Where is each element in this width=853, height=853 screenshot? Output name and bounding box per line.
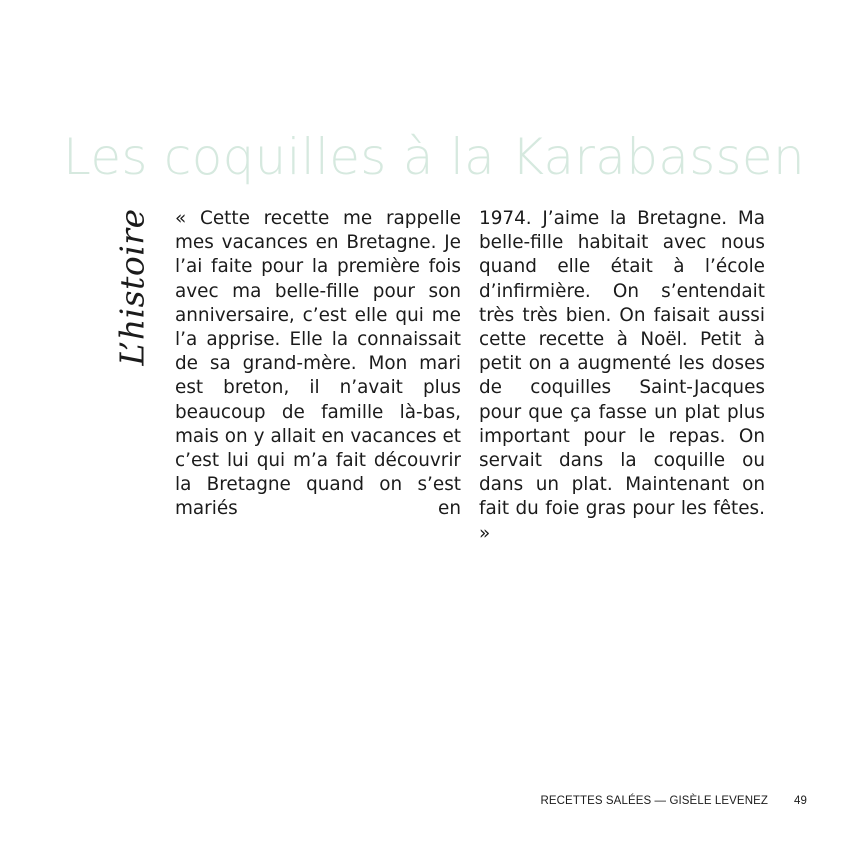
section-label-histoire: L’histoire: [112, 208, 152, 366]
recipe-title: Les coquilles à la Karabassen: [63, 127, 805, 186]
page-footer: [540, 795, 807, 807]
page-number: 49: [794, 795, 807, 807]
story-column-2: 1974. J’aime la Bretagne. Ma belle-fille habitait avec nous quand elle était à l’école d’infirmière. On s’entendait très très bien. On faisait aussi cette recette à Noël. Petit à petit on a augmenté les doses de coquilles Saint-Jacques pour que ça fasse un plat plus important pour le repas. On servait dans la coquille ou dans un plat. Maintenant on fait du foie gras pour les fêtes. »: [479, 208, 765, 544]
story-column-1: « Cette recette me rappelle mes vacances en Bretagne. Je l’ai faite pour la première fois avec ma belle-fille pour son anniversaire, c’est elle qui me l’a apprise. Elle la connaissait de sa grand-mère. Mon mari est breton, il n’avait plus beaucoup de famille là-bas, mais on y allait en vacances et c’est lui qui m’a fait découvrir la Bretagne quand on s’est mariés en: [175, 208, 461, 520]
running-head: RECETTES SALÉES — GISÈLE LEVENEZ: [540, 795, 768, 807]
